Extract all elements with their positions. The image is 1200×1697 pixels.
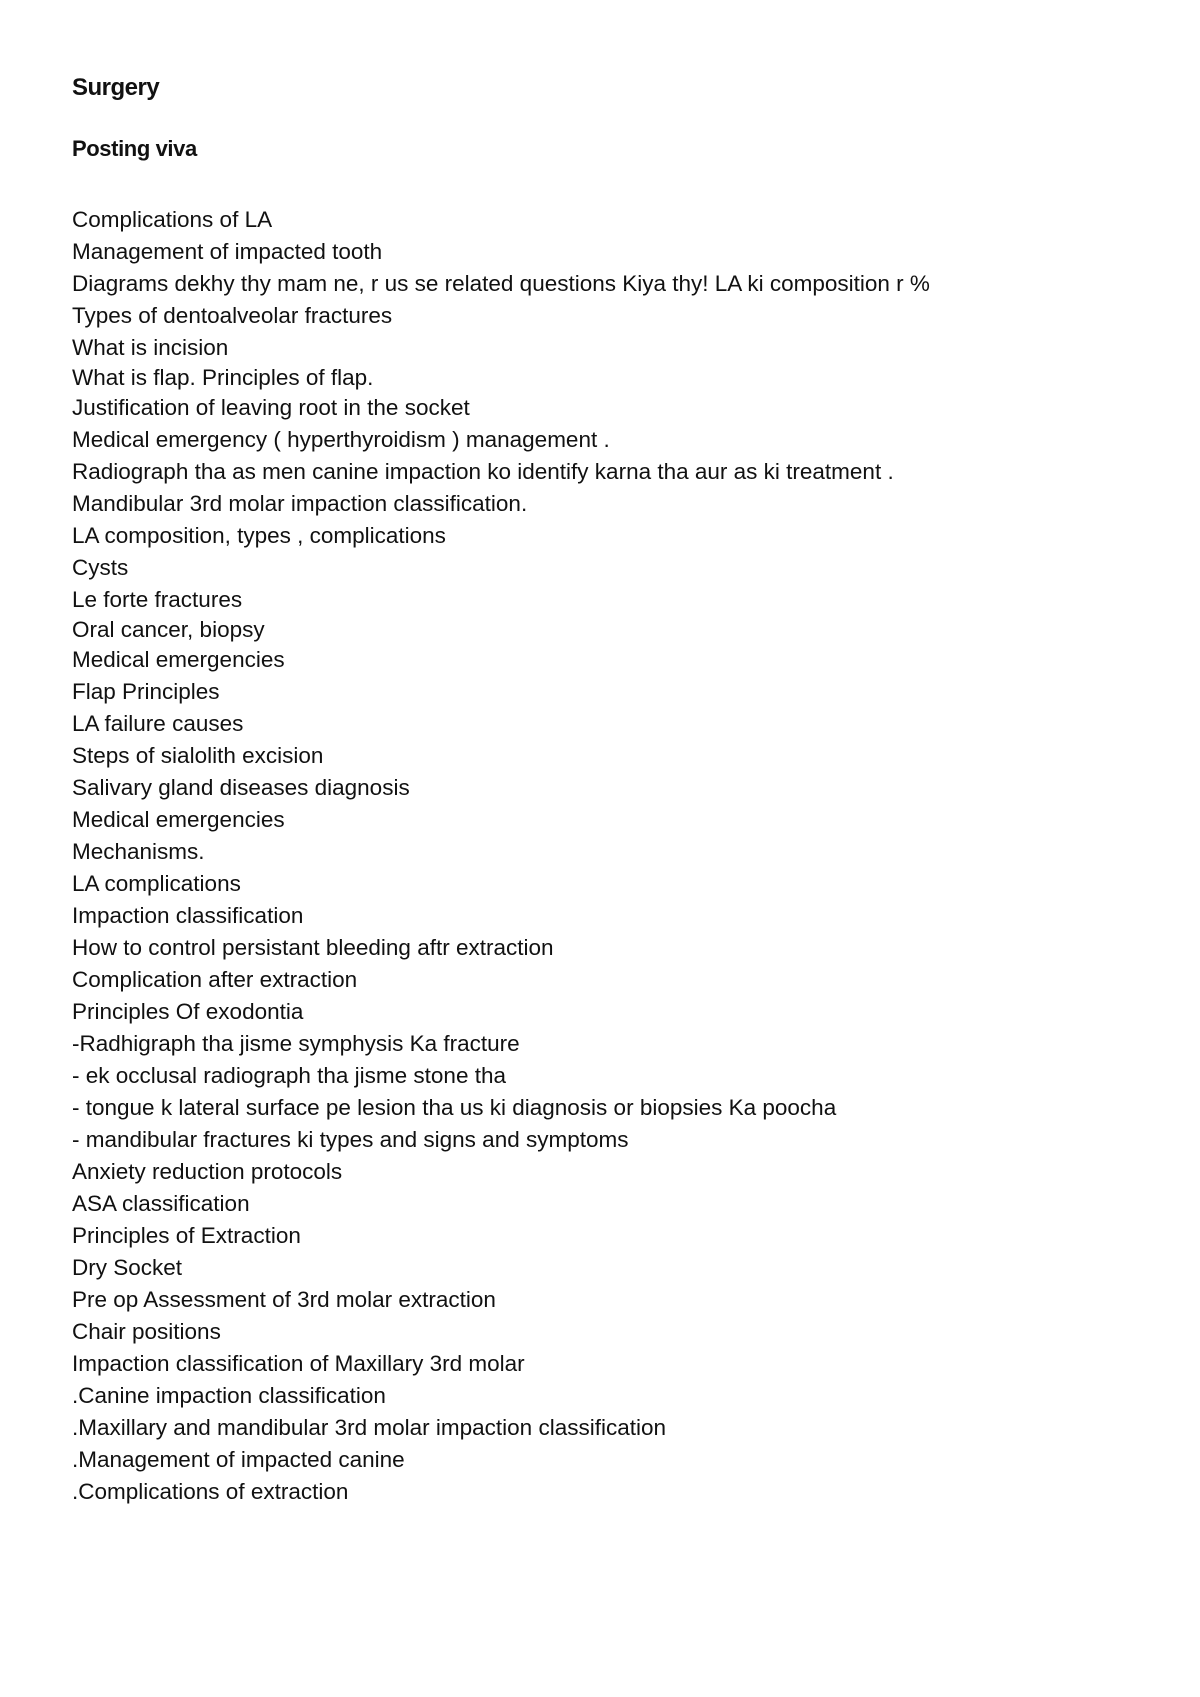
list-item: Salivary gland diseases diagnosis [72,775,410,800]
list-item: Diagrams dekhy thy mam ne, r us se related questions Kiya thy! LA ki composition r % [72,271,930,296]
list-item: - mandibular fractures ki types and signs and symptoms [72,1127,629,1152]
list-item: How to control persistant bleeding aftr extraction [72,935,554,960]
list-item: LA complications [72,871,241,896]
list-item: Pre op Assessment of 3rd molar extraction [72,1287,496,1312]
document-subtitle: Posting viva [72,136,197,161]
list-item: LA failure causes [72,711,244,736]
list-item: Mandibular 3rd molar impaction classification. [72,491,528,516]
list-item: Medical emergency ( hyperthyroidism ) management . [72,427,610,452]
document-title: Surgery [72,74,160,101]
list-item: Radiograph tha as men canine impaction ko identify karna tha aur as ki treatment . [72,459,894,484]
list-item: Types of dentoalveolar fractures [72,303,393,328]
list-item: Complications of LA [72,207,273,232]
list-item: -Radhigraph tha jisme symphysis Ka fracture [72,1031,520,1056]
list-item: - ek occlusal radiograph tha jisme stone tha [72,1063,506,1088]
list-item: Oral cancer, biopsy [72,617,265,642]
list-item: Impaction classification of Maxillary 3rd molar [72,1351,525,1376]
list-item: Complication after extraction [72,967,358,992]
list-item: What is incision [72,335,229,360]
list-item: .Management of impacted canine [72,1447,405,1472]
list-item: Medical emergencies [72,647,285,672]
list-item: Management of impacted tooth [72,239,383,264]
list-item: Steps of sialolith excision [72,743,324,768]
list-item: Mechanisms. [72,839,205,864]
list-item: Principles Of exodontia [72,999,304,1024]
list-item: What is flap. Principles of flap. [72,365,374,390]
question-list [72,204,1152,1508]
list-item: Justification of leaving root in the socket [72,395,470,420]
list-item: Impaction classification [72,903,304,928]
list-item: Principles of Extraction [72,1223,301,1248]
list-item: Anxiety reduction protocols [72,1159,343,1184]
list-item: Dry Socket [72,1255,183,1280]
list-item: .Complications of extraction [72,1479,349,1504]
list-item: Flap Principles [72,679,220,704]
list-item: ASA classification [72,1191,250,1216]
list-item: - tongue k lateral surface pe lesion tha us ki diagnosis or biopsies Ka poocha [72,1095,837,1120]
list-item: Chair positions [72,1319,221,1344]
list-item: Cysts [72,555,129,580]
list-item: LA composition, types , complications [72,523,446,548]
list-item: .Maxillary and mandibular 3rd molar impaction classification [72,1415,666,1440]
list-item: .Canine impaction classification [72,1383,386,1408]
list-item: Le forte fractures [72,587,243,612]
list-item: Medical emergencies [72,807,285,832]
